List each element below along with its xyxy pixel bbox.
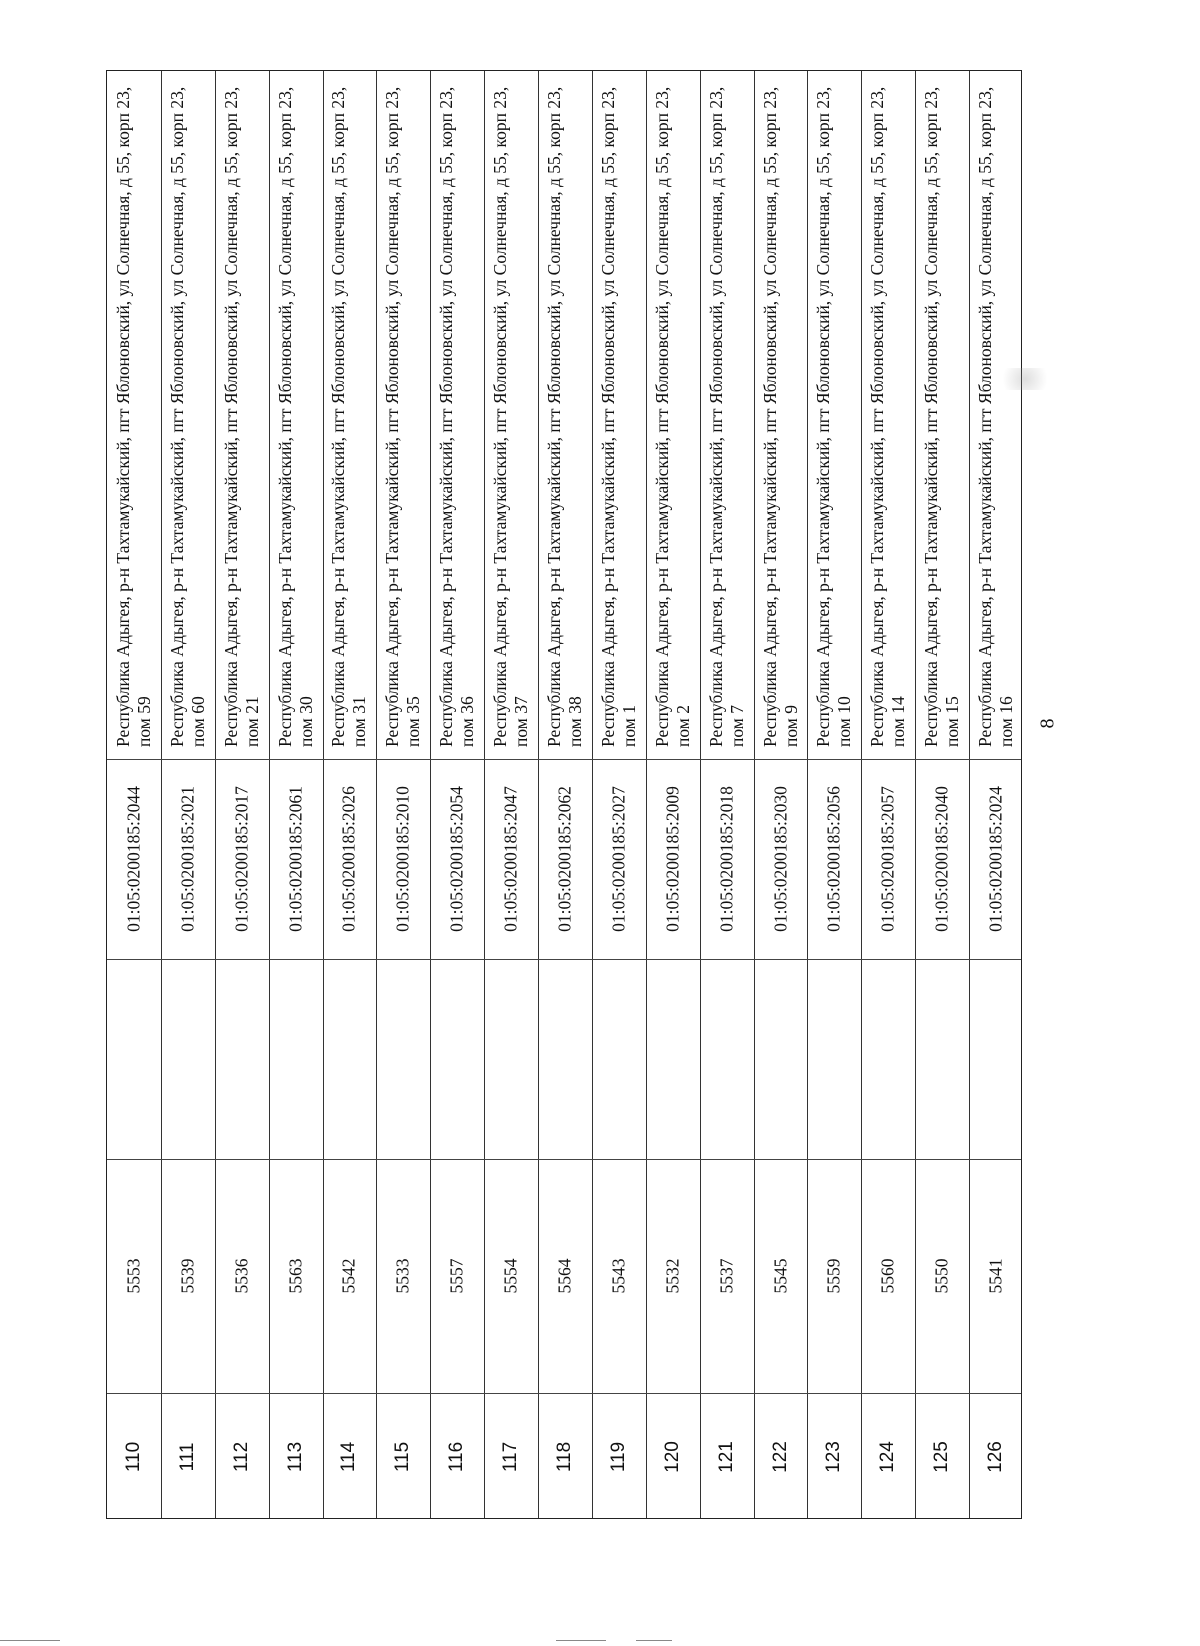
cell-address (538, 71, 592, 759)
cell-cadastral-text: 01:05:0200185:2047 (500, 786, 521, 932)
cell-code-text: 5553 (123, 1258, 144, 1294)
cell-empty (323, 959, 377, 1159)
cell-cadastral-text: 01:05:0200185:2009 (662, 786, 683, 932)
cell-cadastral-text: 01:05:0200185:2044 (123, 786, 144, 932)
cell-cadastral-text: 01:05:0200185:2054 (446, 786, 467, 932)
cell-cadastral-text: 01:05:0200185:2040 (931, 786, 952, 932)
cell-cadastral (161, 759, 215, 959)
cell-address (700, 71, 754, 759)
cell-address-text: Республика Адыгея, р-н Тахтамукайский, пгт Яблоновский, ул Солнечная, д 55, корп 23, пом 7 (705, 86, 747, 747)
cell-code-text: 5536 (231, 1258, 252, 1294)
scan-speck (995, 368, 1055, 390)
cell-cadastral (269, 759, 323, 959)
cell-row-number-text: 117 (500, 1441, 522, 1472)
table-row (538, 71, 592, 1518)
cell-address (754, 71, 808, 759)
cell-code (215, 1159, 269, 1393)
cell-address (107, 71, 161, 759)
cell-row-number (646, 1393, 700, 1520)
cell-address (161, 71, 215, 759)
table-row (700, 71, 754, 1518)
cell-code-text: 5545 (770, 1258, 791, 1294)
cell-address-text: Республика Адыгея, р-н Тахтамукайский, пгт Яблоновский, ул Солнечная, д 55, корп 23, пом 9 (759, 86, 801, 747)
cell-address (484, 71, 538, 759)
cell-address (969, 71, 1023, 759)
cell-code-text: 5533 (392, 1258, 413, 1294)
cell-cadastral-text: 01:05:0200185:2024 (985, 786, 1006, 932)
cell-code (376, 1159, 430, 1393)
table-row (807, 71, 861, 1518)
cell-address (915, 71, 969, 759)
cell-row-number-text: 114 (338, 1441, 360, 1472)
cell-empty (754, 959, 808, 1159)
cell-cadastral (323, 759, 377, 959)
row-divider (215, 71, 216, 1518)
cell-code-text: 5539 (177, 1258, 198, 1294)
cell-address (807, 71, 861, 759)
column-divider (107, 759, 1021, 760)
row-divider (754, 71, 755, 1518)
row-divider (538, 71, 539, 1518)
cell-address-text: Республика Адыгея, р-н Тахтамукайский, пгт Яблоновский, ул Солнечная, д 55, корп 23, пом 16 (975, 86, 1017, 747)
cell-address-text: Республика Адыгея, р-н Тахтамукайский, пгт Яблоновский, ул Солнечная, д 55, корп 23, пом 1 (597, 86, 639, 747)
cell-empty (484, 959, 538, 1159)
table-row (592, 71, 646, 1518)
cell-row-number (969, 1393, 1023, 1520)
cell-row-number-text: 119 (607, 1441, 629, 1472)
table-row (969, 71, 1023, 1518)
cell-cadastral (915, 759, 969, 959)
cell-row-number-text: 111 (176, 1442, 198, 1471)
cell-code-text: 5560 (877, 1258, 898, 1294)
row-divider (592, 71, 593, 1518)
row-divider (484, 71, 485, 1518)
cell-row-number (807, 1393, 861, 1520)
cell-empty (215, 959, 269, 1159)
cell-code-text: 5557 (446, 1258, 467, 1294)
cell-address (592, 71, 646, 759)
cell-row-number (376, 1393, 430, 1520)
cell-cadastral-text: 01:05:0200185:2027 (608, 786, 629, 932)
cell-cadastral-text: 01:05:0200185:2062 (554, 786, 575, 932)
cell-row-number-text: 126 (985, 1440, 1007, 1473)
cell-code (915, 1159, 969, 1393)
cell-code (430, 1159, 484, 1393)
row-divider (969, 71, 970, 1518)
cell-address-text: Республика Адыгея, р-н Тахтамукайский, пгт Яблоновский, ул Солнечная, д 55, корп 23, пом 60 (166, 86, 208, 747)
table-row (215, 71, 269, 1518)
cell-cadastral-text: 01:05:0200185:2018 (716, 786, 737, 932)
cell-cadastral (807, 759, 861, 959)
cell-cadastral (754, 759, 808, 959)
cell-code (538, 1159, 592, 1393)
cell-row-number (484, 1393, 538, 1520)
cell-empty (969, 959, 1023, 1159)
cell-address (376, 71, 430, 759)
cell-address-text: Республика Адыгея, р-н Тахтамукайский, пгт Яблоновский, ул Солнечная, д 55, корп 23, пом 35 (382, 86, 424, 747)
cell-row-number-text: 123 (823, 1440, 845, 1473)
cell-empty (430, 959, 484, 1159)
cell-row-number (215, 1393, 269, 1520)
row-divider (269, 71, 270, 1518)
cell-code-text: 5564 (554, 1258, 575, 1294)
cell-address-text: Республика Адыгея, р-н Тахтамукайский, пгт Яблоновский, ул Солнечная, д 55, корп 23, пом 38 (543, 86, 585, 747)
cell-cadastral-text: 01:05:0200185:2010 (392, 786, 413, 932)
cell-row-number-text: 118 (553, 1441, 575, 1472)
cell-row-number (269, 1393, 323, 1520)
cell-cadastral (592, 759, 646, 959)
cell-empty (376, 959, 430, 1159)
cell-row-number (915, 1393, 969, 1520)
cell-address (430, 71, 484, 759)
row-divider (323, 71, 324, 1518)
cell-address-text: Республика Адыгея, р-н Тахтамукайский, пгт Яблоновский, ул Солнечная, д 55, корп 23, пом 14 (867, 86, 909, 747)
cell-code-text: 5542 (338, 1258, 359, 1294)
cell-row-number-text: 121 (715, 1440, 737, 1473)
cell-row-number (592, 1393, 646, 1520)
cell-cadastral (861, 759, 915, 959)
cell-code-text: 5550 (931, 1258, 952, 1294)
column-divider (107, 1393, 1021, 1394)
cell-row-number-text: 115 (392, 1441, 414, 1472)
table-row (646, 71, 700, 1518)
cell-cadastral-text: 01:05:0200185:2017 (231, 786, 252, 932)
cell-empty (861, 959, 915, 1159)
cell-code-text: 5543 (608, 1258, 629, 1294)
cell-address-text: Республика Адыгея, р-н Тахтамукайский, пгт Яблоновский, ул Солнечная, д 55, корп 23, пом 59 (112, 86, 154, 747)
cell-cadastral-text: 01:05:0200185:2021 (177, 786, 198, 932)
cell-code-text: 5541 (985, 1258, 1006, 1294)
cell-address-text: Республика Адыгея, р-н Тахтамукайский, пгт Яблоновский, ул Солнечная, д 55, корп 23, пом 21 (220, 86, 262, 747)
cell-cadastral-text: 01:05:0200185:2057 (877, 786, 898, 932)
cell-row-number (700, 1393, 754, 1520)
table-row (107, 71, 161, 1518)
table-row (754, 71, 808, 1518)
cell-empty (700, 959, 754, 1159)
cell-cadastral-text: 01:05:0200185:2056 (823, 786, 844, 932)
cell-code (269, 1159, 323, 1393)
cell-code-text: 5554 (500, 1258, 521, 1294)
page-number: 8 (1036, 718, 1059, 729)
cell-address-text: Республика Адыгея, р-н Тахтамукайский, пгт Яблоновский, ул Солнечная, д 55, корп 23, пом 15 (921, 86, 963, 747)
cell-code (861, 1159, 915, 1393)
table-row (376, 71, 430, 1518)
cell-row-number-text: 116 (446, 1441, 468, 1472)
row-divider (646, 71, 647, 1518)
cell-row-number (430, 1393, 484, 1520)
cell-empty (646, 959, 700, 1159)
cell-address (646, 71, 700, 759)
table-row (430, 71, 484, 1518)
cell-code (700, 1159, 754, 1393)
cell-code (161, 1159, 215, 1393)
row-divider (700, 71, 701, 1518)
scan-mark (0, 1640, 60, 1641)
cell-code (807, 1159, 861, 1393)
cell-address-text: Республика Адыгея, р-н Тахтамукайский, пгт Яблоновский, ул Солнечная, д 55, корп 23, пом 31 (328, 86, 370, 747)
cell-cadastral-text: 01:05:0200185:2061 (285, 786, 306, 932)
scan-mark (556, 1640, 606, 1641)
cell-row-number-text: 110 (122, 1441, 144, 1472)
cell-address-text: Республика Адыгея, р-н Тахтамукайский, пгт Яблоновский, ул Солнечная, д 55, корп 23, пом 37 (490, 86, 532, 747)
cell-empty (269, 959, 323, 1159)
cell-code (646, 1159, 700, 1393)
cell-cadastral-text: 01:05:0200185:2030 (770, 786, 791, 932)
table-row (484, 71, 538, 1518)
cell-cadastral (646, 759, 700, 959)
cell-empty (161, 959, 215, 1159)
cell-code (754, 1159, 808, 1393)
row-divider (376, 71, 377, 1518)
cell-row-number (861, 1393, 915, 1520)
table-row (323, 71, 377, 1518)
cell-cadastral (430, 759, 484, 959)
cell-code-text: 5532 (662, 1258, 683, 1294)
cell-cadastral (376, 759, 430, 959)
cell-code-text: 5563 (285, 1258, 306, 1294)
row-divider (861, 71, 862, 1518)
cell-row-number-text: 122 (769, 1440, 791, 1473)
cell-address (323, 71, 377, 759)
scan-mark (636, 1640, 672, 1641)
row-divider (161, 71, 162, 1518)
cell-row-number-text: 125 (931, 1440, 953, 1473)
cell-empty (592, 959, 646, 1159)
cell-row-number (161, 1393, 215, 1520)
cell-row-number (754, 1393, 808, 1520)
row-divider (807, 71, 808, 1518)
cell-empty (107, 959, 161, 1159)
cell-cadastral (969, 759, 1023, 959)
cell-code (107, 1159, 161, 1393)
cell-row-number-text: 124 (877, 1440, 899, 1473)
cell-code (969, 1159, 1023, 1393)
cell-address-text: Республика Адыгея, р-н Тахтамукайский, пгт Яблоновский, ул Солнечная, д 55, корп 23, пом 10 (813, 86, 855, 747)
column-divider (107, 1159, 1021, 1160)
cell-address (861, 71, 915, 759)
cell-row-number (107, 1393, 161, 1520)
cell-code (592, 1159, 646, 1393)
cell-address (215, 71, 269, 759)
cell-cadastral (107, 759, 161, 959)
cell-cadastral (484, 759, 538, 959)
cell-code (323, 1159, 377, 1393)
cell-address (269, 71, 323, 759)
cell-row-number-text: 112 (230, 1441, 252, 1472)
table-row (269, 71, 323, 1518)
column-divider (107, 959, 1021, 960)
table-row (861, 71, 915, 1518)
cell-address-text: Республика Адыгея, р-н Тахтамукайский, пгт Яблоновский, ул Солнечная, д 55, корп 23, пом 30 (274, 86, 316, 747)
cell-empty (915, 959, 969, 1159)
cell-cadastral (538, 759, 592, 959)
cell-cadastral (215, 759, 269, 959)
table-row (161, 71, 215, 1518)
cell-code-text: 5559 (823, 1258, 844, 1294)
cell-row-number (538, 1393, 592, 1520)
cell-row-number-text: 113 (284, 1441, 306, 1472)
cell-cadastral-text: 01:05:0200185:2026 (338, 786, 359, 932)
row-divider (430, 71, 431, 1518)
cell-empty (807, 959, 861, 1159)
cell-code (484, 1159, 538, 1393)
cell-code-text: 5537 (716, 1258, 737, 1294)
cell-address-text: Республика Адыгея, р-н Тахтамукайский, пгт Яблоновский, ул Солнечная, д 55, корп 23, пом 2 (651, 86, 693, 747)
cell-cadastral (700, 759, 754, 959)
cell-address-text: Республика Адыгея, р-н Тахтамукайский, пгт Яблоновский, ул Солнечная, д 55, корп 23, пом 36 (436, 86, 478, 747)
property-table (106, 70, 1022, 1519)
cell-row-number (323, 1393, 377, 1520)
table-row (915, 71, 969, 1518)
row-divider (915, 71, 916, 1518)
cell-empty (538, 959, 592, 1159)
cell-row-number-text: 120 (661, 1440, 683, 1473)
